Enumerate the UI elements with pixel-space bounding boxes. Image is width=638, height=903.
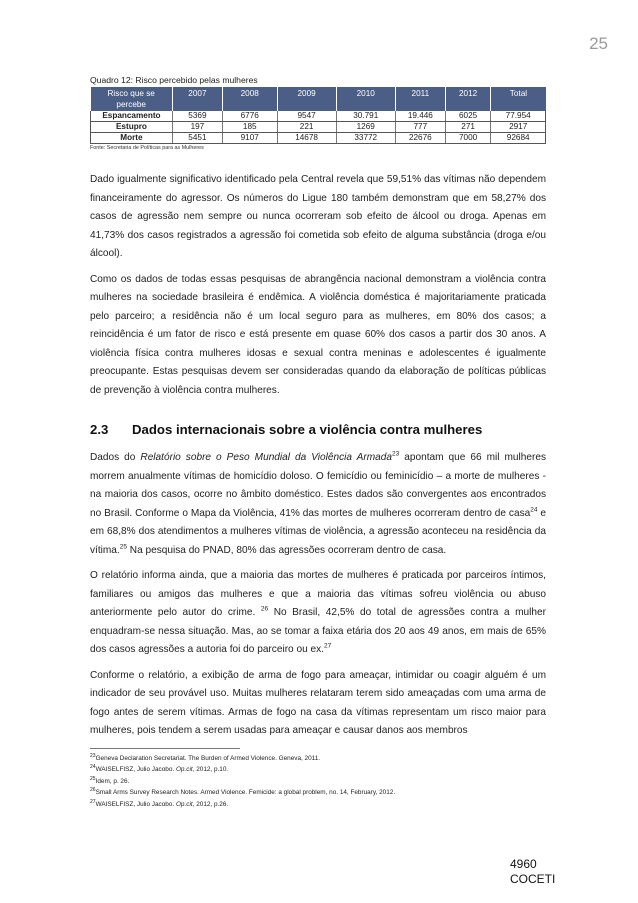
text-run: apontam que 66 mil mulheres morrem anualmente vítimas de homicídio doloso. O femicídio ou feminicídio – a morte de mulheres - na maioria dos casos, ocorre no âmbito doméstico. Estes dados são convergentes aos encontrados no Brasil. Conforme o Mapa da Violência, 41% das mortes de mulheres ocorreram dentro de casa — [90, 452, 546, 519]
footnote-number: 25 — [90, 775, 96, 782]
table-row-label: Morte — [91, 133, 173, 144]
stamp-number: 4960 — [510, 857, 537, 871]
paragraph: Conforme o relatório, a exibição de arma de fogo para ameaçar, intimidar ou coagir alguém é um indicador de seu provável uso. Muitas mulheres relataram terem sido ameaçadas com uma arma de fogo antes de serem vítimas. Armas de fogo na casa da vítimas representam um risco maior para mulheres, pois tendem a serem usadas para ameaçar e causar danos aos membros — [90, 669, 546, 736]
table-cell: 19.446 — [395, 111, 445, 122]
footnote-text: WAISELFISZ, Julio Jacobo. — [95, 800, 176, 808]
table-header-cell: 2009 — [277, 87, 336, 111]
footnote-ref[interactable]: 24 — [530, 506, 538, 514]
text-run: Na pesquisa do PNAD, 80% das agressões ocorreram dentro de casa. — [126, 544, 447, 556]
table-cell: 271 — [445, 122, 491, 133]
table-source: Fonte: Secretaria de Políticas para as Mulheres — [90, 145, 204, 151]
table-header-cell: 2012 — [445, 87, 491, 111]
table-cell: 221 — [277, 122, 336, 133]
footnote-ref[interactable]: 27 — [323, 642, 332, 650]
table-cell: 9547 — [277, 111, 336, 122]
page-number: 25 — [589, 34, 608, 53]
document-stamp — [510, 857, 555, 887]
table-cell: 22676 — [395, 133, 445, 144]
table-header-row — [91, 87, 546, 111]
footnote-number: 26 — [90, 786, 96, 793]
table-cell: 30.791 — [336, 111, 395, 122]
footnote — [90, 764, 546, 776]
table-header-cell: Risco que se percebe — [91, 87, 173, 111]
table-cell: 7000 — [445, 133, 491, 144]
table-row — [91, 111, 546, 122]
paragraph — [90, 567, 546, 660]
footnote-ref[interactable]: 26 — [260, 605, 269, 613]
table-cell: 5369 — [172, 111, 222, 122]
table-row — [91, 122, 546, 133]
table-cell: 185 — [222, 122, 277, 133]
footnote-ref[interactable]: 25 — [119, 543, 127, 551]
footnote-italic: Op.cit — [175, 800, 193, 808]
table-cell: 1269 — [336, 122, 395, 133]
table-row-label: Espancamento — [91, 111, 173, 122]
page-content — [90, 72, 546, 810]
text-run: O relatório informa ainda, que a maioria das mortes de mulheres é praticada por parceiros íntimos, familiares ou amigos das mulheres e que a maioria das vítimas sofreu violência ou abuso anteriormente pelo autor do crime. — [90, 570, 546, 618]
section-heading — [90, 422, 546, 437]
footnote — [90, 776, 546, 788]
footnote-text: , 2012, p.26. — [192, 800, 229, 808]
table-caption: Quadro 12: Risco percebido pelas mulheres — [90, 75, 258, 85]
text-run: Dados do — [90, 452, 141, 463]
stamp-label: COCETI — [510, 872, 556, 886]
footnote-ref[interactable]: 23 — [392, 450, 400, 458]
table-cell: 9107 — [222, 133, 277, 144]
footnote — [90, 799, 546, 811]
report-title: Relatório sobre o Peso Mundial da Violência Armada — [140, 452, 392, 463]
table-cell: 33772 — [336, 133, 395, 144]
table-cell: 14678 — [277, 133, 336, 144]
text-run: No Brasil, 42,5% do total de agressões contra a mulher enquadram-se nessa situação. Mas, ao se tomar a faixa etária dos 20 aos 49 anos, em mais de 65% dos casos agressões a autoria foi do parceiro ou ex. — [90, 607, 546, 655]
table-cell: 77.954 — [491, 111, 546, 122]
text-run: e em 68,8% dos atendimentos a mulheres vítimas de violência, a agressão aconteceu na residência da vítima. — [90, 507, 546, 556]
footnote-number: 24 — [90, 763, 96, 770]
table-header-cell: 2010 — [336, 87, 395, 111]
footnote-number: 27 — [90, 798, 96, 805]
footnote-text: Geneva Declaration Secretariat. The Burden of Armed Violence. Geneva, 2011. — [95, 754, 321, 762]
table-cell: 2917 — [491, 122, 546, 133]
table-header-cell: 2011 — [395, 87, 445, 111]
footnote-text: , 2012, p.10. — [192, 766, 229, 773]
footnote — [90, 787, 546, 799]
paragraph: Dado igualmente significativo identificado pela Central revela que 59,51% das vítimas não dependem financeiramente do agressor. Os números do Ligue 180 também demonstram que em 58,27% dos casos de agressão nem sempre ou nunca ocorreram sob efeito de álcool ou droga. Apenas em 41,73% dos casos registrados a agressão foi cometida sob efeito de alguma substância (droga e/ou álcool). — [90, 174, 546, 259]
section-title: Dados internacionais sobre a violência contra mulheres — [132, 422, 483, 437]
section-number: 2.3 — [90, 422, 109, 437]
footnote-text: WAISELFISZ, Julio Jacobo. — [95, 766, 176, 773]
table-row — [91, 133, 546, 144]
table-cell: 6776 — [222, 111, 277, 122]
paragraph: Como os dados de todas essas pesquisas de abrangência nacional demonstram a violência contra mulheres na sociedade brasileira é endêmica. A violência doméstica é majoritariamente praticada pelo parceiro; a residência não é um local seguro para as mulheres, em 80% dos casos; a reincidência é um fator de risco e está presente em quase 60% dos casos a partir dos 30 anos. A violência física contra mulheres idosas e sexual contra meninas e adolescentes é igualmente preocupante. Estas pesquisas devem ser consideradas quando da elaboração de políticas públicas de prevenção à violência contra mulheres. — [90, 273, 546, 396]
table-cell: 777 — [395, 122, 445, 133]
table-cell: 5451 — [172, 133, 222, 144]
table-header-cell: Total — [491, 87, 546, 111]
footnote-text: Small Arms Survey Research Notes. Armed Violence. Femicide: a global problem, no. 14, February, 2012. — [95, 789, 396, 796]
footnote-italic: Op.cit — [175, 766, 193, 773]
table-header-cell: 2007 — [172, 87, 222, 111]
table-header-cell: 2008 — [222, 87, 277, 111]
table-cell: 6025 — [445, 111, 491, 122]
table-cell: 92684 — [491, 133, 546, 144]
risk-table — [90, 87, 546, 144]
footnote-text: Idem, p. 26. — [95, 777, 130, 785]
paragraph — [90, 449, 546, 560]
table-cell: 197 — [172, 122, 222, 133]
footnote-divider — [90, 748, 240, 749]
footnote — [90, 753, 546, 765]
footnote-number: 23 — [90, 752, 96, 759]
table-row-label: Estupro — [91, 122, 173, 133]
